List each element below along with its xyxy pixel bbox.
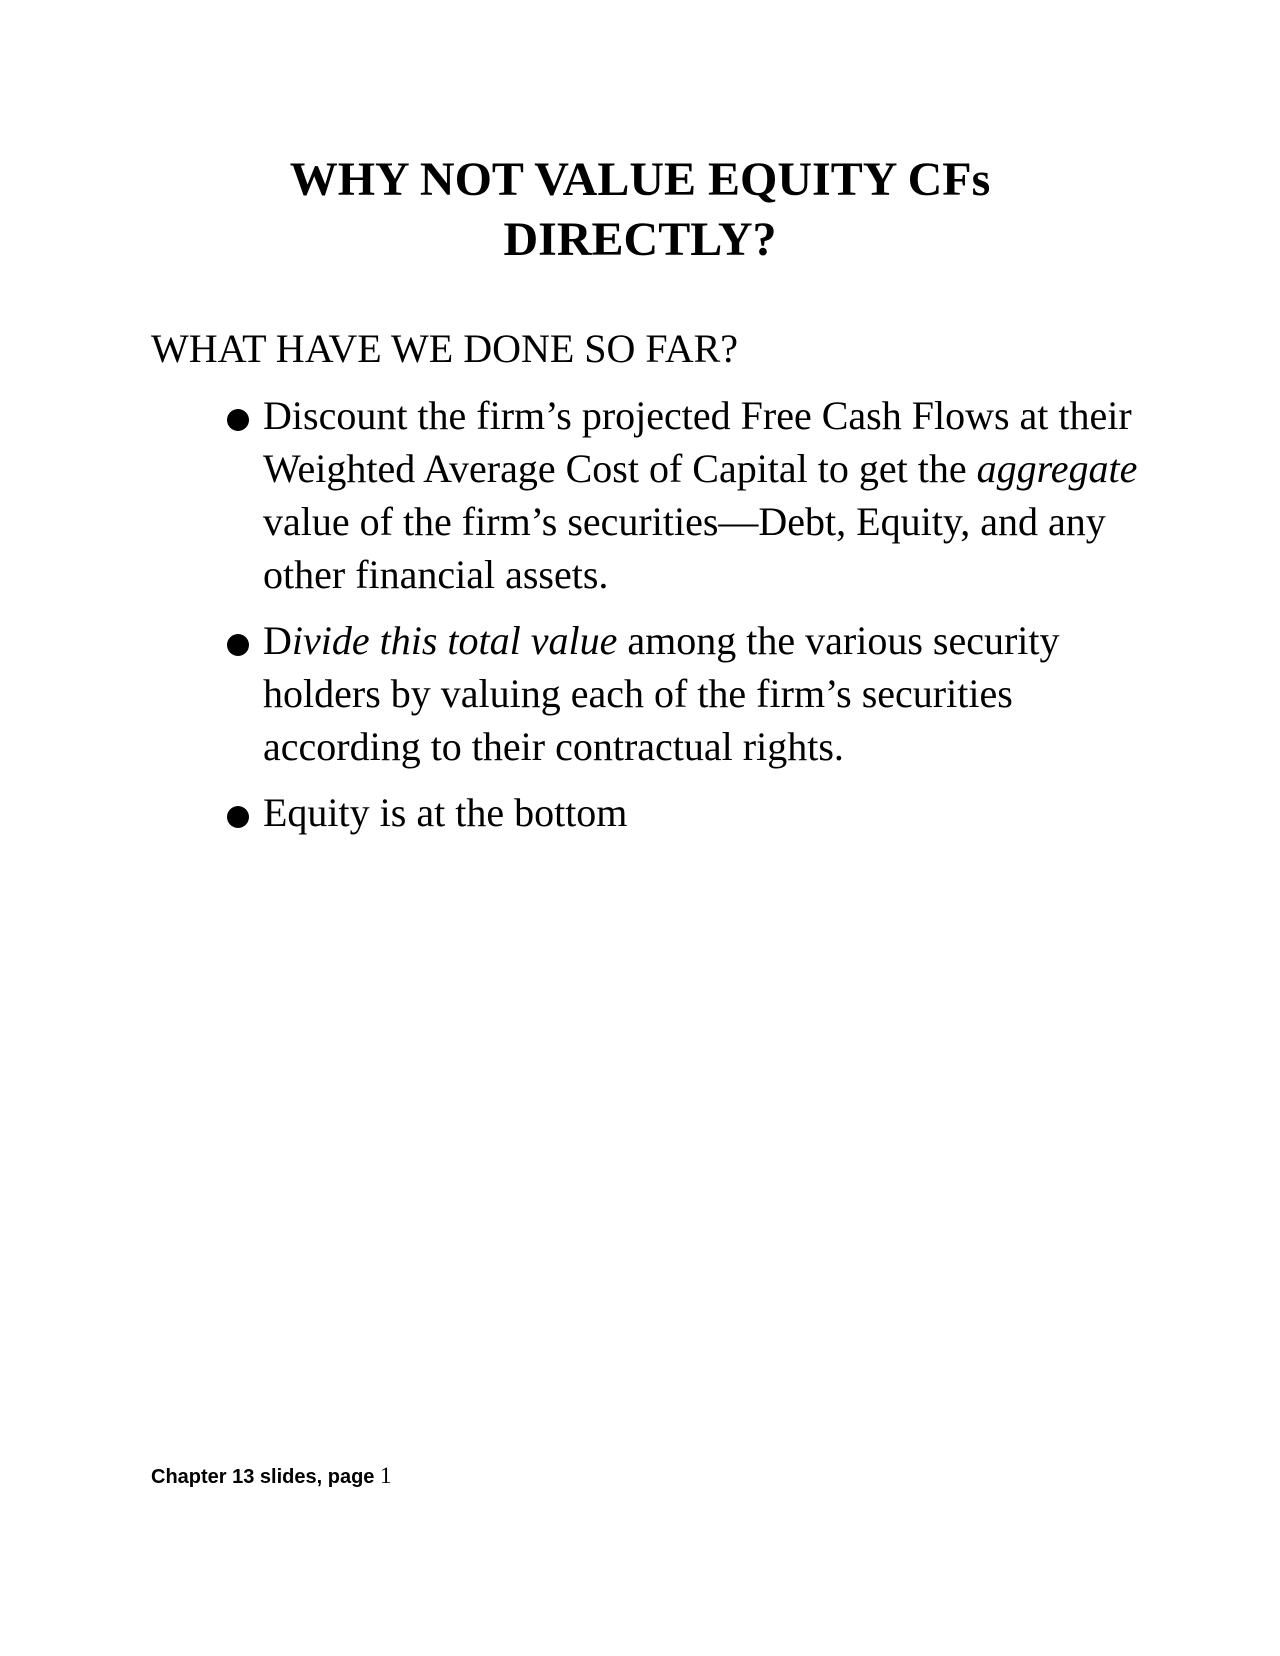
bullet-text bbox=[263, 393, 1137, 597]
page-title bbox=[0, 150, 1280, 270]
bullet-text-part: Discount the firm’s projected Free Cash Flows at their Weighted Average Cost of Capital to get the bbox=[263, 393, 1132, 491]
bullet-text-part: Equity is at the bottom bbox=[263, 790, 628, 835]
bullet-list bbox=[227, 389, 1147, 852]
bullet-icon bbox=[227, 634, 249, 656]
bullet-text-part: among the various security holders by valuing each of the firm’s securities according to their contractual rights. bbox=[263, 618, 1060, 769]
page-title-line-2: DIRECTLY? bbox=[503, 213, 777, 266]
section-heading: WHAT HAVE WE DONE SO FAR? bbox=[151, 326, 739, 371]
footer-label: Chapter 13 slides, page bbox=[151, 1466, 380, 1488]
bullet-text bbox=[263, 618, 1060, 769]
list-item bbox=[227, 389, 1147, 601]
bullet-emphasis: aggregate bbox=[976, 446, 1138, 491]
page-title-line-1: WHY NOT VALUE EQUITY CFs bbox=[289, 153, 991, 206]
list-item bbox=[227, 786, 1147, 839]
bullet-text-part: D bbox=[263, 618, 292, 663]
bullet-text bbox=[263, 790, 627, 835]
page-number: 1 bbox=[379, 1463, 392, 1488]
bullet-text-part: value of the firm’s securities—Debt, Equity, and any other financial assets. bbox=[263, 499, 1106, 597]
bullet-emphasis: ivide this total value bbox=[291, 618, 618, 663]
page-footer bbox=[151, 1462, 391, 1491]
bullet-icon bbox=[227, 806, 249, 828]
list-item bbox=[227, 614, 1147, 773]
bullet-icon bbox=[227, 409, 249, 431]
